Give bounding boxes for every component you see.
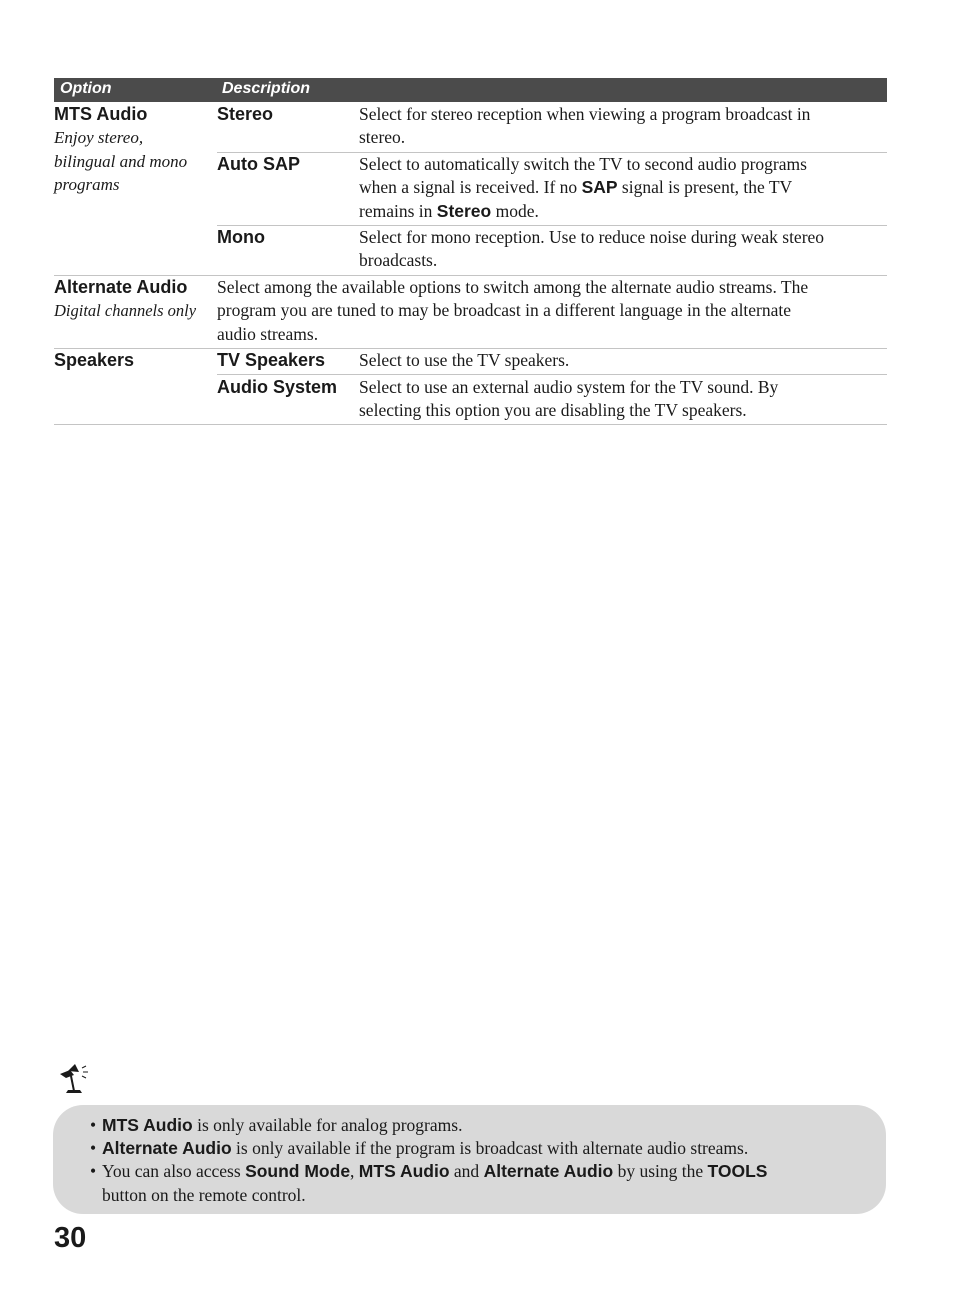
table-header <box>54 78 887 102</box>
tip-item <box>90 1137 748 1160</box>
desc-line: Select for mono reception. Use to reduce noise during weak stereo <box>359 227 825 247</box>
setting-mono: Mono <box>217 227 265 247</box>
tip-bold: TOOLS <box>707 1161 768 1181</box>
desc-line: broadcasts. <box>359 250 438 271</box>
option-mts-audio: MTS Audio <box>54 104 148 124</box>
option-speakers: Speakers <box>54 350 135 370</box>
setting-audio-system-desc <box>359 376 778 423</box>
tip-text: You can also access <box>102 1161 246 1181</box>
option-mts-audio-sub <box>54 126 187 197</box>
desc-line: program you are tuned to may be broadcast in a different language in the alternate <box>217 300 792 321</box>
desc-text: when a signal is received. If no <box>359 177 582 198</box>
setting-auto-sap: Auto SAP <box>217 154 300 174</box>
tip-bold: MTS Audio <box>102 1115 193 1135</box>
setting-auto-sap-desc <box>359 153 807 223</box>
row-divider <box>217 374 887 375</box>
desc-line: Select among the available options to switch among the alternate audio streams. The <box>217 277 809 297</box>
desc-line: Select to use an external audio system for the TV sound. By <box>359 377 779 397</box>
desc-text: signal is present, the TV <box>617 177 793 198</box>
setting-tv-speakers: TV Speakers <box>217 350 326 370</box>
header-description: Description <box>222 80 311 97</box>
desc-bold: SAP <box>581 177 618 198</box>
tip-text: is only available for analog programs. <box>192 1115 463 1135</box>
tip-bold: Sound Mode <box>245 1161 351 1181</box>
desk-lamp-icon <box>56 1062 96 1096</box>
bullet: • <box>90 1115 97 1135</box>
tip-text: is only available if the program is broadcast with alternate audio streams. <box>231 1138 749 1158</box>
row-divider <box>54 424 887 425</box>
desc-line: audio streams. <box>217 323 319 344</box>
option-alternate-audio-sub: Digital channels only <box>54 301 197 320</box>
bullet: • <box>90 1161 97 1181</box>
tip-bold: MTS Audio <box>358 1161 450 1181</box>
tip-item <box>90 1160 767 1183</box>
header-option: Option <box>60 80 112 97</box>
tip-item <box>90 1114 462 1137</box>
tip-text: and <box>449 1161 484 1181</box>
mts-sub-line: programs <box>54 175 120 194</box>
tip-item-continuation: button on the remote control. <box>102 1185 306 1205</box>
desc-line: Select for stereo reception when viewing a program broadcast in <box>359 104 811 124</box>
tip-bold: Alternate Audio <box>102 1138 232 1158</box>
desc-text: mode. <box>491 200 539 221</box>
desc-line <box>359 200 807 223</box>
tip-text: , <box>350 1161 359 1181</box>
option-alternate-audio: Alternate Audio <box>54 277 188 297</box>
setting-stereo-desc <box>359 103 810 150</box>
tip-text: by using the <box>613 1161 708 1181</box>
desc-bold: Stereo <box>436 200 492 221</box>
alternate-audio-desc <box>217 276 808 346</box>
setting-mono-desc <box>359 226 824 273</box>
mts-sub-line: bilingual and mono <box>54 151 188 171</box>
desc-text: remains in <box>359 200 437 221</box>
desc-line: selecting this option you are disabling the TV speakers. <box>359 400 747 421</box>
setting-audio-system: Audio System <box>217 377 338 397</box>
tip-bold: Alternate Audio <box>483 1161 614 1181</box>
mts-sub-line: Enjoy stereo, <box>54 128 144 147</box>
desc-line: Select to automatically switch the TV to second audio programs <box>359 154 807 174</box>
desc-line: stereo. <box>359 127 406 148</box>
setting-tv-speakers-desc: Select to use the TV speakers. <box>359 350 570 370</box>
setting-stereo: Stereo <box>217 104 274 124</box>
desc-line <box>359 176 807 199</box>
bullet: • <box>90 1138 97 1158</box>
page-number: 30 <box>54 1222 87 1254</box>
